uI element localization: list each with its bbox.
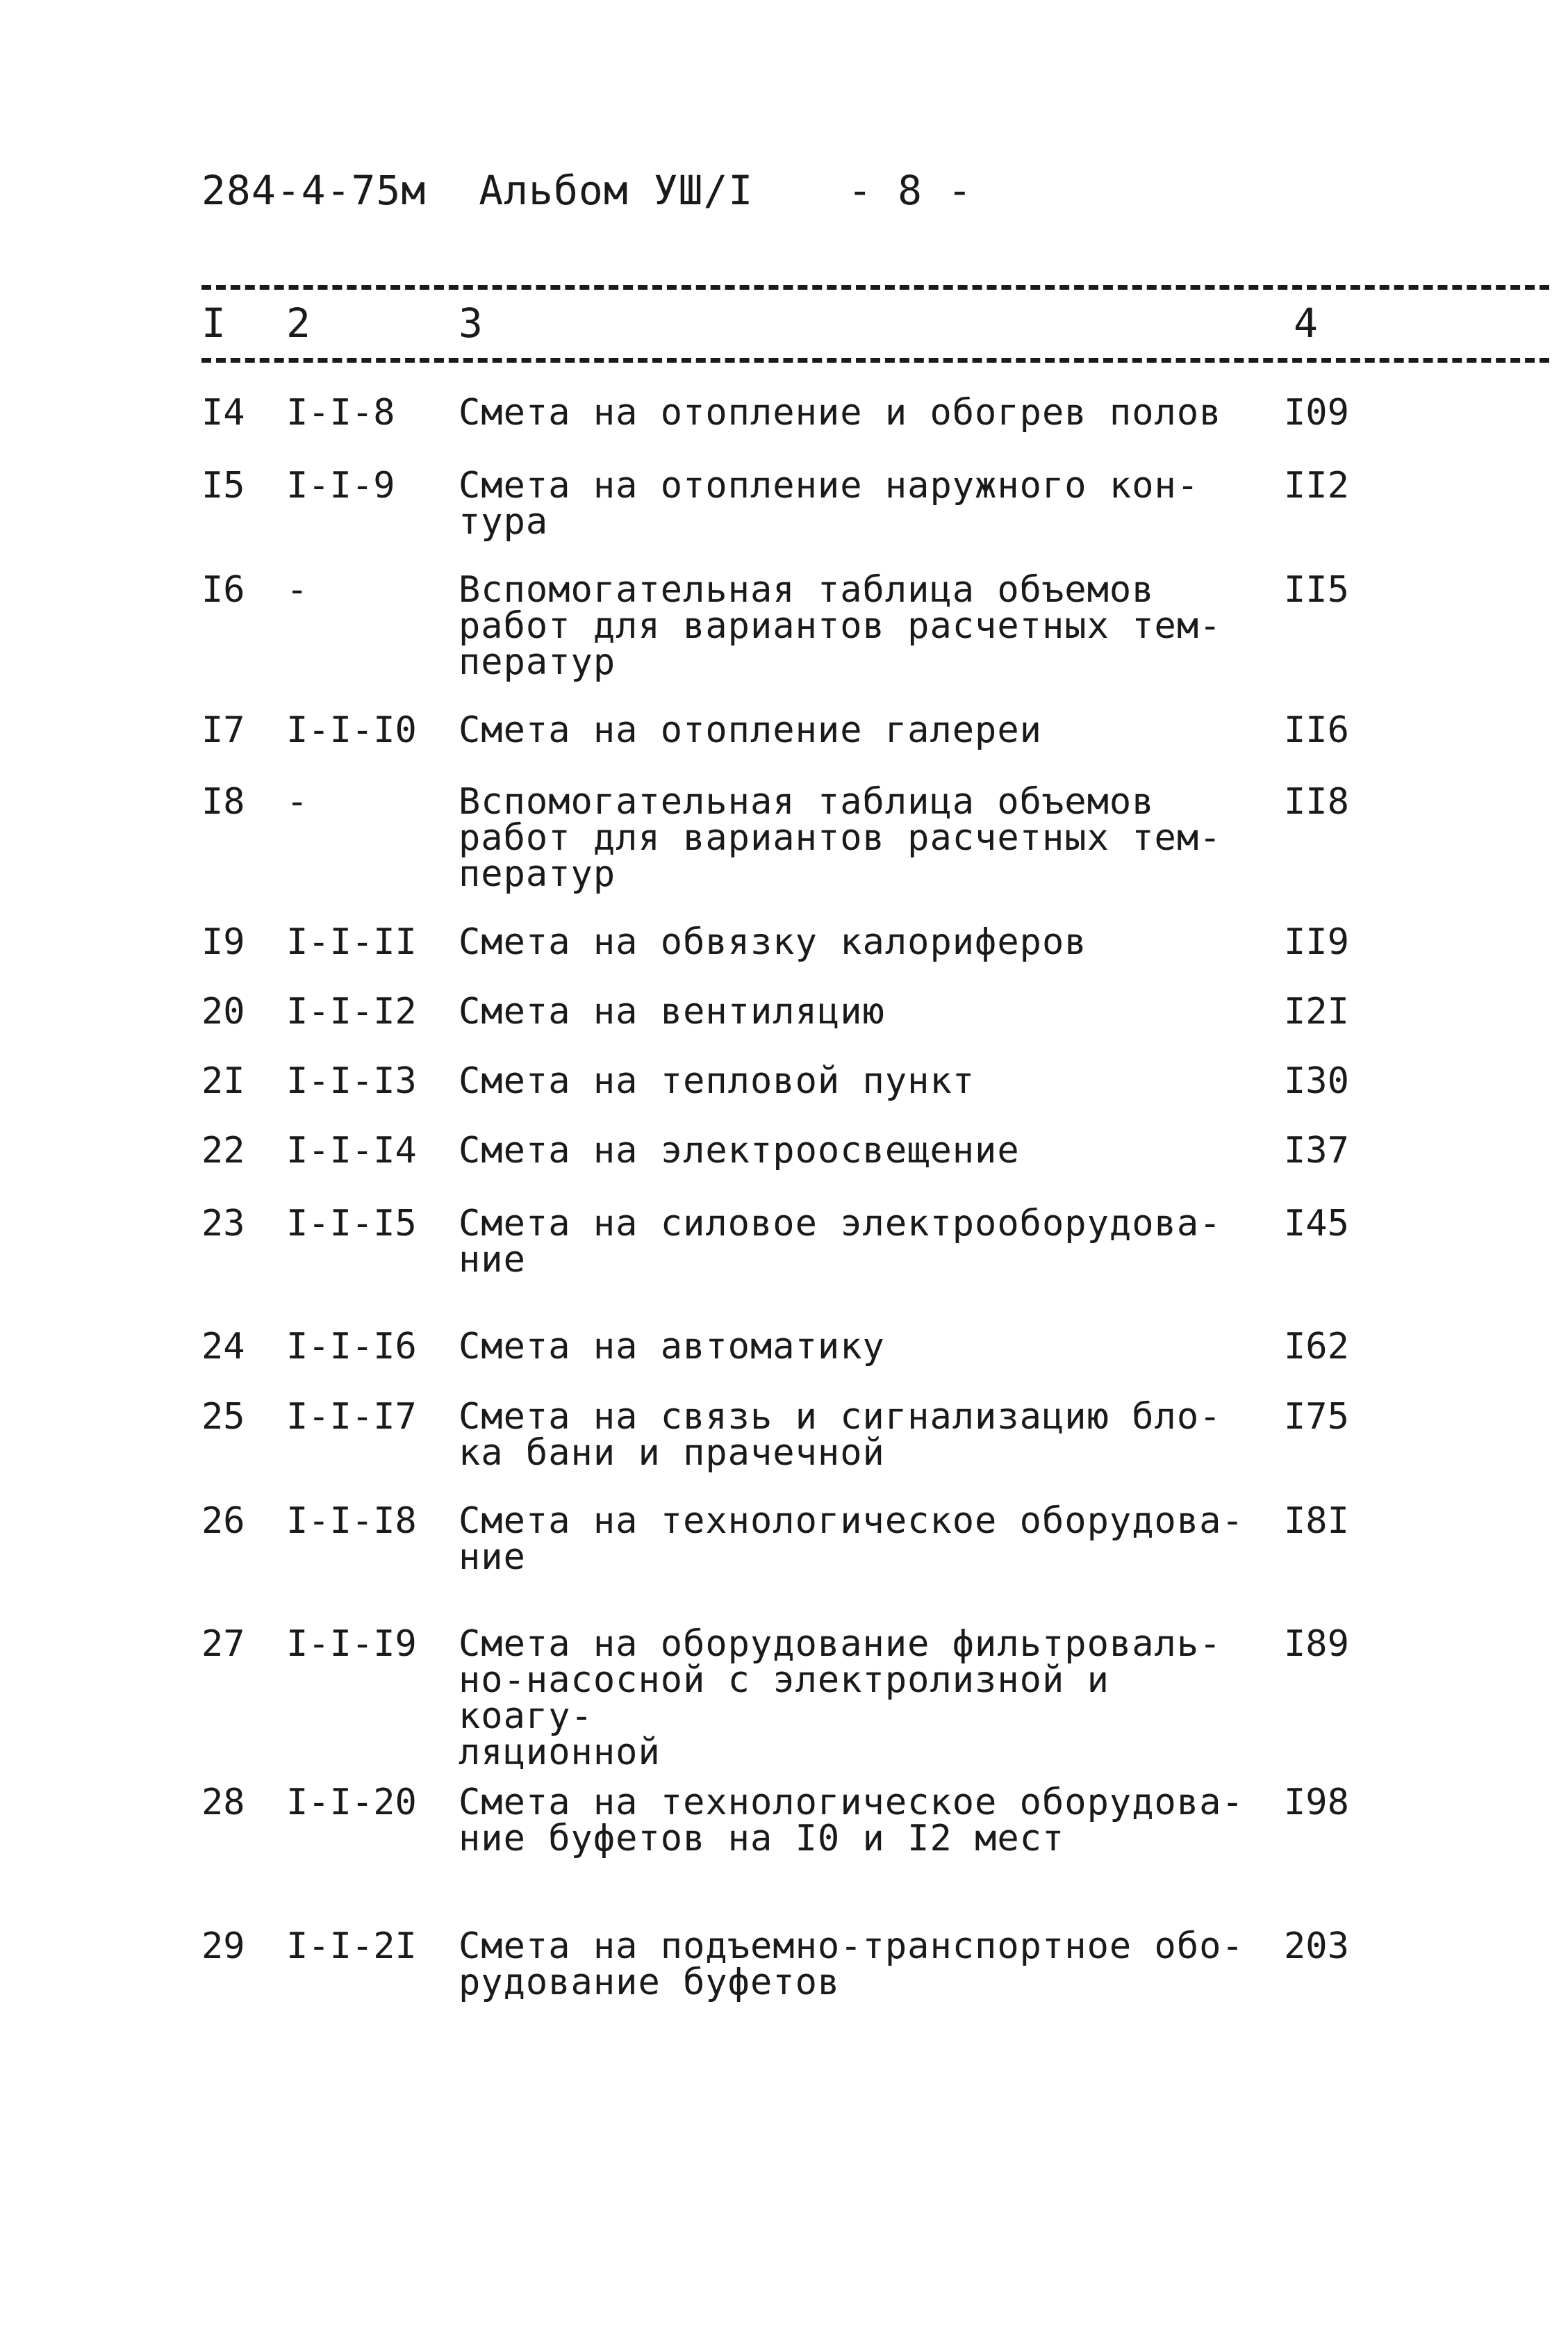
row-title: Смета на технологическое оборудова- ние (459, 1500, 1244, 1578)
column-header-3: 3 (459, 299, 483, 347)
row-page: II8 (1284, 781, 1349, 823)
row-page: I37 (1284, 1130, 1349, 1172)
row-number: 25 (201, 1396, 245, 1438)
row-code: I-I-I5 (286, 1203, 417, 1244)
column-header-2: 2 (286, 299, 311, 347)
row-page: II6 (1284, 709, 1349, 751)
row-title: Смета на силовое электрооборудова- ние (459, 1203, 1222, 1281)
column-header-1: I (201, 299, 226, 347)
row-title: Смета на вентиляцию (459, 991, 885, 1033)
row-number: I6 (201, 569, 245, 611)
row-page: II5 (1284, 569, 1349, 611)
table-header-rule (201, 358, 1549, 363)
album-label: Альбом УШ/I (479, 167, 754, 214)
row-code: - (286, 781, 308, 823)
row-number: 2I (201, 1060, 245, 1102)
row-number: 20 (201, 991, 245, 1033)
row-number: 23 (201, 1203, 245, 1244)
row-page: II2 (1284, 465, 1349, 507)
row-page: I09 (1284, 392, 1349, 434)
row-number: 27 (201, 1623, 245, 1665)
row-number: 29 (201, 1925, 245, 1967)
row-title: Смета на оборудование фильтроваль- но-насосной с электролизной и коагу- ляционной (459, 1623, 1222, 1773)
row-code: I-I-9 (286, 465, 395, 507)
row-page: I8I (1284, 1500, 1349, 1542)
page-number: - 8 - (848, 167, 973, 214)
row-code: I-I-20 (286, 1782, 417, 1823)
row-title: Вспомогательная таблица объемов работ для вариантов расчетных тем- ператур (459, 781, 1222, 895)
row-code: I-I-I8 (286, 1500, 417, 1542)
row-page: I98 (1284, 1782, 1349, 1823)
row-title: Смета на отопление и обогрев полов (459, 392, 1222, 434)
row-title: Смета на отопление галереи (459, 709, 1042, 751)
row-page: I30 (1284, 1060, 1349, 1102)
row-number: I7 (201, 709, 245, 751)
row-code: I-I-8 (286, 392, 395, 434)
row-page: I89 (1284, 1623, 1349, 1665)
row-code: I-I-I3 (286, 1060, 417, 1102)
row-number: I5 (201, 465, 245, 507)
row-code: I-I-I7 (286, 1396, 417, 1438)
row-code: I-I-I0 (286, 709, 417, 751)
row-title: Смета на автоматику (459, 1326, 885, 1367)
row-page: I75 (1284, 1396, 1349, 1438)
row-title: Смета на отопление наружного кон- тура (459, 465, 1200, 543)
table-top-rule (201, 285, 1549, 290)
document-code: 284-4-75м (201, 167, 427, 214)
row-number: 24 (201, 1326, 245, 1367)
column-header-4: 4 (1294, 299, 1318, 347)
row-number: 22 (201, 1130, 245, 1172)
row-code: - (286, 569, 308, 611)
row-number: I4 (201, 392, 245, 434)
row-page: 203 (1284, 1925, 1349, 1967)
row-title: Смета на технологическое оборудова- ние буфетов на I0 и I2 мест (459, 1782, 1244, 1859)
row-number: I8 (201, 781, 245, 823)
row-code: I-I-I9 (286, 1623, 417, 1665)
row-title: Смета на связь и сигнализацию бло- ка бани и прачечной (459, 1396, 1222, 1474)
row-title: Смета на подъемно-транспортное обо- рудование буфетов (459, 1925, 1244, 2003)
row-code: I-I-II (286, 921, 417, 963)
row-page: I45 (1284, 1203, 1349, 1244)
page-header (201, 167, 973, 214)
row-page: II9 (1284, 921, 1349, 963)
row-number: 28 (201, 1782, 245, 1823)
row-title: Смета на тепловой пункт (459, 1060, 975, 1102)
row-code: I-I-I4 (286, 1130, 417, 1172)
row-page: I2I (1284, 991, 1349, 1033)
row-code: I-I-I2 (286, 991, 417, 1033)
row-number: I9 (201, 921, 245, 963)
row-code: I-I-2I (286, 1925, 417, 1967)
row-title: Смета на электроосвещение (459, 1130, 1020, 1172)
row-code: I-I-I6 (286, 1326, 417, 1367)
row-page: I62 (1284, 1326, 1349, 1367)
row-title: Смета на обвязку калориферов (459, 921, 1087, 963)
row-number: 26 (201, 1500, 245, 1542)
row-title: Вспомогательная таблица объемов работ для вариантов расчетных тем- ператур (459, 569, 1222, 683)
